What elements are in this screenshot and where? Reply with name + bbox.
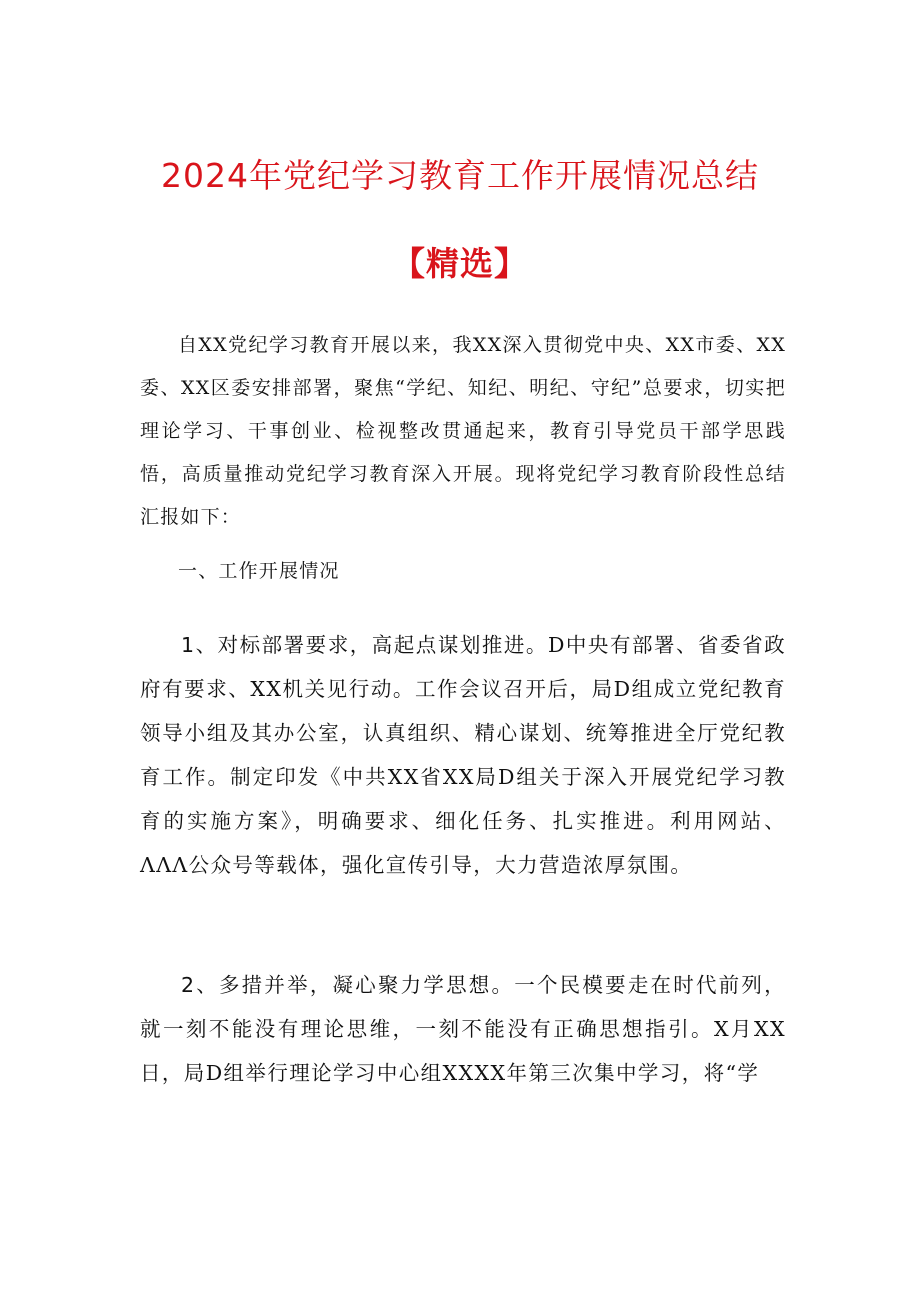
- intro-paragraph: 自XX党纪学习教育开展以来，我XX深入贯彻党中央、XX市委、XX委、XX区委安排部署，聚焦“学纪、知纪、明纪、守纪”总要求，切实把理论学习、干事创业、检视整改贯通起来，教育引导党员干部学思践悟，高质量推动党纪学习教育深入开展。现将党纪学习教育阶段性总结汇报如下：: [140, 334, 786, 528]
- section-heading: 一、工作开展情况: [178, 560, 340, 582]
- document-subtitle: 【精选】: [392, 244, 528, 283]
- section1-body: D中央有部署、省委省政府有要求、XX机关见行动。工作会议召开后，局D组成立党纪教育领导小组及其办公室，认真组织、精心谋划、统筹推进全厅党纪教育工作。制定印发《中共XX省XX局D组关于深入开展党纪学习教育的实施方案》，明确要求、细化任务、扎实推进。利用网站、ΛΛΛ公众号等载体，强化宣传引导，大力营造浓厚氛围。: [140, 633, 786, 877]
- document-title: 2024年党纪学习教育工作开展情况总结: [161, 156, 759, 195]
- section2-paragraph: [140, 963, 786, 1095]
- section1-paragraph: [140, 623, 786, 887]
- section2-body: 一个民模要走在时代前列，就一刻不能没有理论思维，一刻不能没有正确思想指引。X月XX日，局D组举行理论学习中心组XXXX年第三次集中学习，将“学: [140, 973, 786, 1085]
- section2-lead: 2、多措并举，凝心聚力学思想。: [181, 973, 515, 997]
- section1-lead: 1、对标部署要求，高起点谋划推进。: [181, 633, 548, 657]
